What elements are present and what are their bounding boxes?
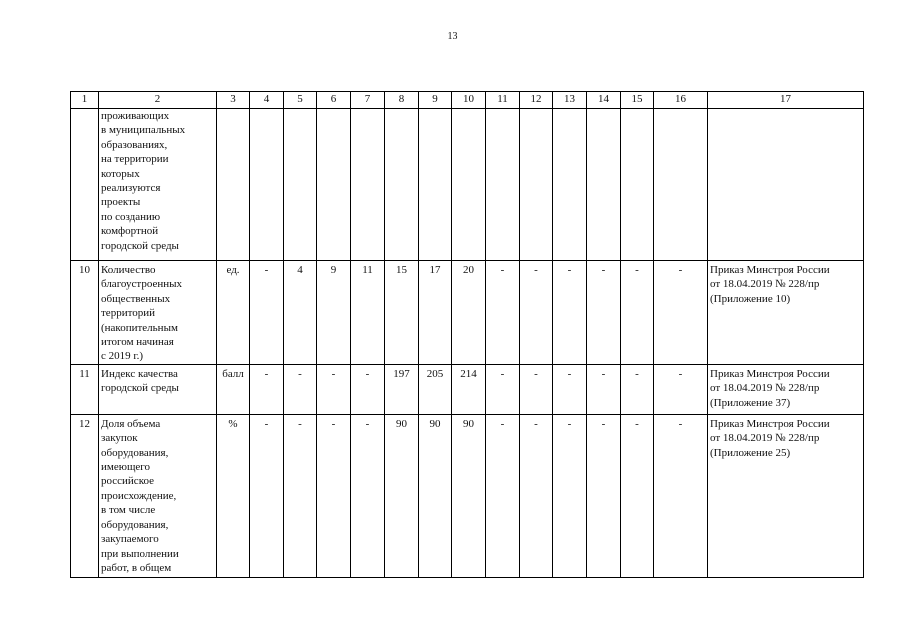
value-cell: - <box>486 414 520 577</box>
value-cell <box>284 109 317 261</box>
header-cell: 9 <box>419 92 452 109</box>
value-cell: 15 <box>385 261 419 365</box>
source-cell: Приказ Минстроя России от 18.04.2019 № 228/пр (Приложение 10) <box>708 261 864 365</box>
value-cell: - <box>284 414 317 577</box>
value-cell: - <box>587 414 621 577</box>
header-cell: 13 <box>553 92 587 109</box>
value-cell: - <box>317 414 351 577</box>
value-cell <box>553 109 587 261</box>
header-cell: 5 <box>284 92 317 109</box>
value-cell <box>621 109 654 261</box>
value-cell: - <box>587 261 621 365</box>
value-cell: - <box>553 261 587 365</box>
unit-cell: ед. <box>217 261 250 365</box>
value-cell: - <box>553 414 587 577</box>
value-cell <box>452 109 486 261</box>
value-cell: - <box>553 364 587 414</box>
table-row <box>71 109 864 261</box>
value-cell: - <box>250 414 284 577</box>
value-cell <box>587 109 621 261</box>
indicators-table <box>70 91 864 578</box>
row-number-cell: 10 <box>71 261 99 365</box>
value-cell: - <box>351 414 385 577</box>
value-cell: - <box>284 364 317 414</box>
unit-cell <box>217 109 250 261</box>
row-number-cell: 12 <box>71 414 99 577</box>
value-cell: 4 <box>284 261 317 365</box>
value-cell: 90 <box>452 414 486 577</box>
value-cell <box>250 109 284 261</box>
value-cell: 11 <box>351 261 385 365</box>
value-cell <box>486 109 520 261</box>
header-cell: 8 <box>385 92 419 109</box>
value-cell: - <box>621 261 654 365</box>
row-number-cell <box>71 109 99 261</box>
value-cell: - <box>520 364 553 414</box>
indicator-name-cell: Доля объема закупок оборудования, имеющего российское происхождение, в том числе оборудования, закупаемого при выполнении работ, в общем <box>99 414 217 577</box>
header-cell: 7 <box>351 92 385 109</box>
header-cell: 16 <box>654 92 708 109</box>
indicator-name-cell: проживающих в муниципальных образованиях, на территории которых реализуются проекты по созданию комфортной городской среды <box>99 109 217 261</box>
header-cell: 15 <box>621 92 654 109</box>
value-cell: - <box>250 364 284 414</box>
value-cell <box>520 109 553 261</box>
indicator-name-cell: Количество благоустроенных общественных территорий (накопительным итогом начиная с 2019 г.) <box>99 261 217 365</box>
value-cell: - <box>486 364 520 414</box>
value-cell: 197 <box>385 364 419 414</box>
value-cell: 17 <box>419 261 452 365</box>
value-cell: - <box>654 414 708 577</box>
value-cell: - <box>317 364 351 414</box>
header-cell: 4 <box>250 92 284 109</box>
value-cell: - <box>587 364 621 414</box>
value-cell: 214 <box>452 364 486 414</box>
table-header-row <box>71 92 864 109</box>
table-row <box>71 261 864 365</box>
page-number: 13 <box>447 31 458 42</box>
value-cell <box>654 109 708 261</box>
header-cell: 11 <box>486 92 520 109</box>
value-cell: - <box>520 261 553 365</box>
value-cell: - <box>351 364 385 414</box>
indicator-name-cell: Индекс качества городской среды <box>99 364 217 414</box>
header-cell: 14 <box>587 92 621 109</box>
value-cell: 9 <box>317 261 351 365</box>
value-cell: - <box>654 261 708 365</box>
value-cell: - <box>486 261 520 365</box>
header-cell: 2 <box>99 92 217 109</box>
header-cell: 1 <box>71 92 99 109</box>
value-cell: - <box>250 261 284 365</box>
header-cell: 12 <box>520 92 553 109</box>
header-cell: 3 <box>217 92 250 109</box>
header-cell: 6 <box>317 92 351 109</box>
value-cell: 90 <box>419 414 452 577</box>
value-cell: - <box>621 364 654 414</box>
table-row <box>71 414 864 577</box>
value-cell <box>385 109 419 261</box>
value-cell: 90 <box>385 414 419 577</box>
source-cell: Приказ Минстроя России от 18.04.2019 № 228/пр (Приложение 37) <box>708 364 864 414</box>
value-cell: - <box>621 414 654 577</box>
row-number-cell: 11 <box>71 364 99 414</box>
header-cell: 17 <box>708 92 864 109</box>
value-cell <box>351 109 385 261</box>
value-cell <box>419 109 452 261</box>
value-cell: - <box>654 364 708 414</box>
source-cell: Приказ Минстроя России от 18.04.2019 № 228/пр (Приложение 25) <box>708 414 864 577</box>
header-cell: 10 <box>452 92 486 109</box>
unit-cell: % <box>217 414 250 577</box>
unit-cell: балл <box>217 364 250 414</box>
value-cell: 205 <box>419 364 452 414</box>
value-cell <box>317 109 351 261</box>
value-cell: - <box>520 414 553 577</box>
table-row <box>71 364 864 414</box>
source-cell <box>708 109 864 261</box>
value-cell: 20 <box>452 261 486 365</box>
